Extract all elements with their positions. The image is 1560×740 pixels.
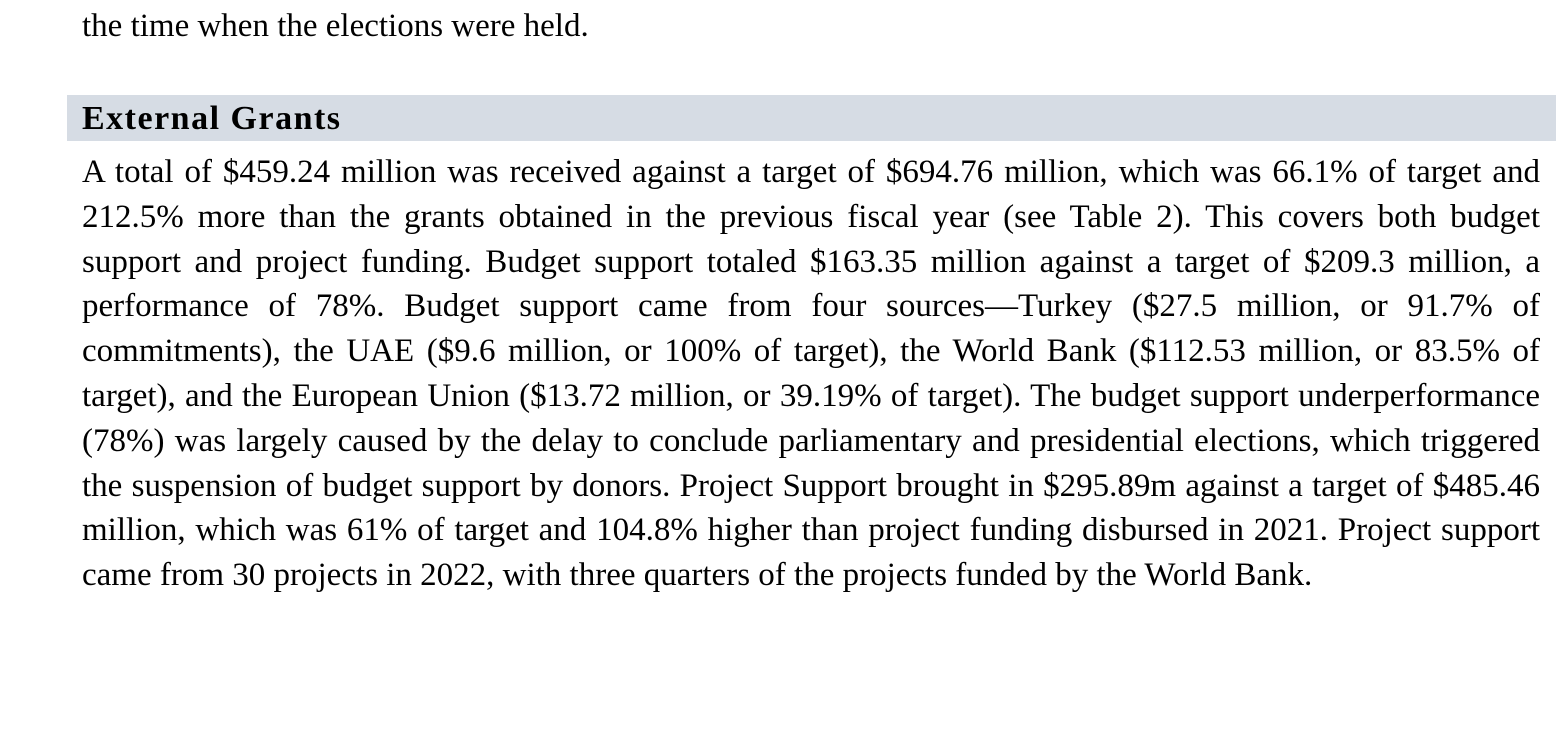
previous-paragraph-tail: the time when the elections were held.: [82, 8, 589, 44]
section-heading-band: [67, 95, 1556, 141]
section-body-paragraph: A total of $459.24 million was received against a target of $694.76 million, which was 66.1% of target and 212.5% more than the grants obtained in the previous fiscal year (see Table 2). This covers both budget support and project funding. Budget support totaled $163.35 million against a target of $209.3 million, a performance of 78%. Budget support came from four sources—Turkey ($27.5 million, or 91.7% of commitments), the UAE ($9.6 million, or 100% of target), the World Bank ($112.53 million, or 83.5% of target), and the European Union ($13.72 million, or 39.19% of target). The budget support underperformance (78%) was largely caused by the delay to conclude parliamentary and presidential elections, which triggered the suspension of budget support by donors. Project Support brought in $295.89m against a target of $485.46 million, which was 61% of target and 104.8% higher than project funding disbursed in 2021. Project support came from 30 projects in 2022, with three quarters of the projects funded by the World Bank.: [82, 154, 1540, 594]
section-heading: External Grants: [82, 100, 342, 137]
